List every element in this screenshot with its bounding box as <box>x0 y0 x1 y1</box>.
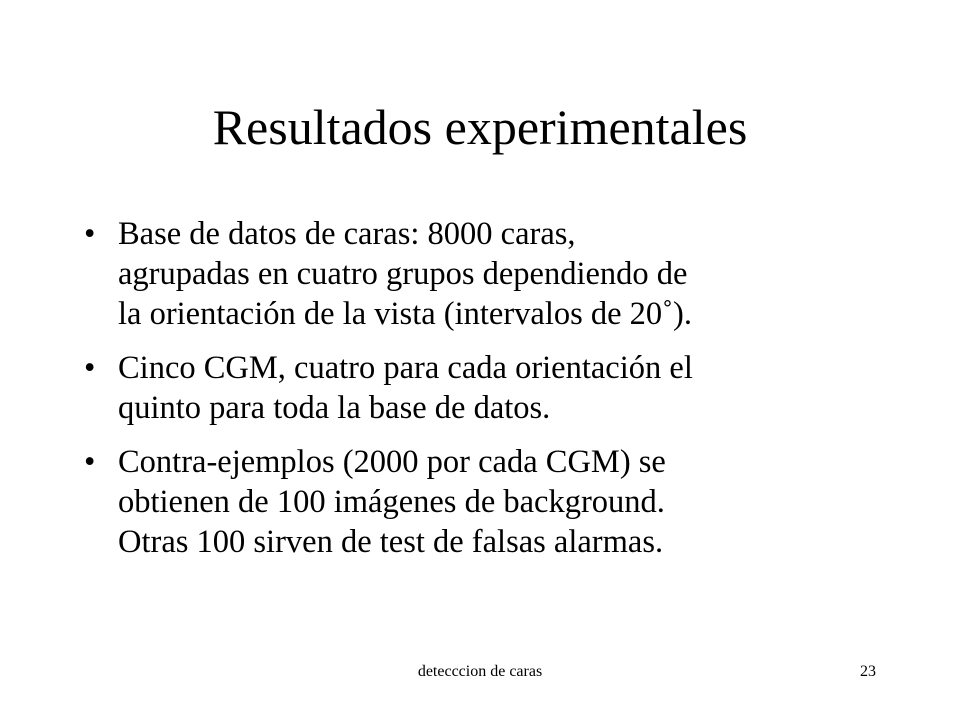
slide-number: 23 <box>860 663 876 680</box>
bullet-line: Cinco CGM, cuatro para cada orientación el <box>118 350 693 386</box>
slide-footer: detecccion de caras <box>417 663 543 680</box>
slide-title: Resultados experimentales <box>212 99 748 155</box>
bullet-line: la orientación de la vista (intervalos de 20˚). <box>118 296 692 332</box>
bullet-line: obtienen de 100 imágenes de background. <box>118 484 665 520</box>
bullet-line: agrupadas en cuatro grupos dependiendo de <box>118 256 688 292</box>
bullet-item <box>84 348 884 428</box>
bullet-text <box>118 214 884 334</box>
bullet-item <box>84 442 884 562</box>
bullet-text <box>118 348 884 428</box>
bullet-text <box>118 442 884 562</box>
bullet-marker: • <box>84 444 96 480</box>
bullet-line: Otras 100 sirven de test de falsas alarmas. <box>118 524 664 560</box>
bullet-line: Contra-ejemplos (2000 por cada CGM) se <box>118 444 666 480</box>
bullet-line: quinto para toda la base de datos. <box>118 390 551 426</box>
bullet-marker: • <box>84 350 96 386</box>
bullet-marker: • <box>84 216 96 252</box>
bullet-item <box>84 214 884 334</box>
bullet-line: Base de datos de caras: 8000 caras, <box>118 216 576 252</box>
bullet-list <box>84 214 884 576</box>
